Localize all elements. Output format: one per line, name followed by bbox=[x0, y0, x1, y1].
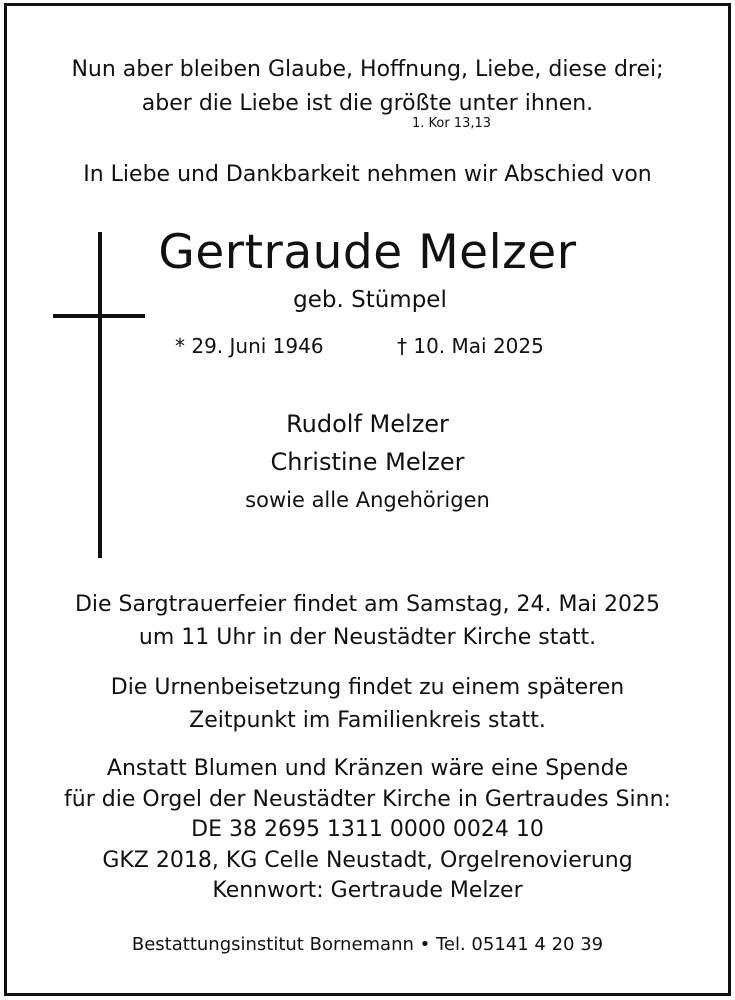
cross-icon-bar bbox=[53, 314, 145, 318]
funeral-home-contact: Bestattungsinstitut Bornemann • Tel. 05141 4 20 39 bbox=[131, 934, 604, 955]
service-line: Die Sargtrauerfeier findet am Samstag, 24. Mai 2025 bbox=[74, 592, 661, 617]
service-line: um 11 Uhr in der Neustädter Kirche statt. bbox=[138, 625, 597, 650]
mourners bbox=[0, 405, 735, 519]
burial-line: Die Urnenbeisetzung findet zu einem späteren bbox=[110, 675, 625, 700]
verse-line-1: Nun aber bleiben Glaube, Hoffnung, Liebe, diese drei; bbox=[71, 57, 664, 82]
bible-verse bbox=[0, 53, 735, 121]
burial-line: Zeitpunkt im Familienkreis statt. bbox=[189, 708, 546, 733]
donation-info bbox=[0, 754, 735, 907]
maiden-name: geb. Stümpel bbox=[293, 287, 447, 313]
burial-info bbox=[0, 671, 735, 737]
donation-iban: DE 38 2695 1311 0000 0024 10 bbox=[191, 817, 544, 842]
intro-text: In Liebe und Dankbarkeit nehmen wir Abschied von bbox=[83, 162, 652, 187]
deceased-name: Gertraude Melzer bbox=[158, 225, 577, 280]
mourners-others: sowie alle Angehörigen bbox=[245, 488, 490, 512]
donation-line: GKZ 2018, KG Celle Neustadt, Orgelrenovierung bbox=[102, 847, 633, 873]
donation-line: Anstatt Blumen und Kränzen wäre eine Spende bbox=[106, 756, 629, 781]
verse-reference: 1. Kor 13,13 bbox=[412, 116, 492, 131]
mourner-name: Christine Melzer bbox=[270, 448, 465, 476]
verse-line-2: aber die Liebe ist die größte unter ihnen. bbox=[141, 91, 594, 116]
service-info bbox=[0, 588, 735, 654]
mourner-name: Rudolf Melzer bbox=[286, 410, 449, 438]
birth-date: * 29. Juni 1946 bbox=[175, 334, 324, 358]
donation-keyword: Kennwort: Gertraude Melzer bbox=[212, 878, 523, 903]
donation-line: für die Orgel der Neustädter Kirche in Gertraudes Sinn: bbox=[64, 786, 671, 812]
death-date: † 10. Mai 2025 bbox=[397, 334, 544, 358]
